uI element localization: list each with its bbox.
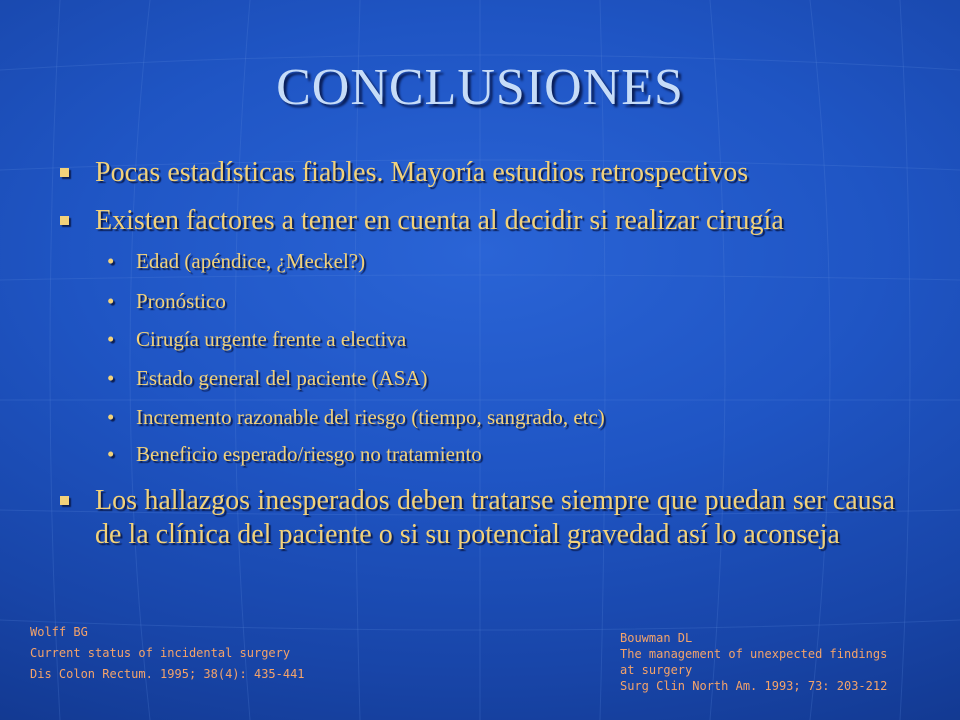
round-bullet-icon: • xyxy=(107,289,115,313)
square-bullet-icon xyxy=(60,496,69,505)
bullet-text: Los hallazgos inesperados deben tratarse siempre que puedan ser causa de la clínica del paciente o si su potencial gravedad así lo aconseja xyxy=(95,485,895,550)
reference-author: Bouwman DL xyxy=(620,631,693,645)
bullet-text: Pocas estadísticas fiables. Mayoría estudios retrospectivos xyxy=(95,157,749,188)
reference-right xyxy=(620,630,887,694)
reference-title-continued: at surgery xyxy=(620,663,693,677)
round-bullet-icon: • xyxy=(107,366,115,390)
bullet-text: Existen factores a tener en cuenta al decidir si realizar cirugía xyxy=(95,205,784,236)
round-bullet-icon: • xyxy=(107,327,115,351)
square-bullet-icon xyxy=(60,168,69,177)
sub-bullet-text: Edad (apéndice, ¿Meckel?) xyxy=(136,249,366,273)
reference-citation: Dis Colon Rectum. 1995; 38(4): 435-441 xyxy=(30,667,305,681)
reference-title: The management of unexpected findings xyxy=(620,647,888,661)
sub-bullet-text: Cirugía urgente frente a electiva xyxy=(136,327,407,351)
reference-left xyxy=(30,622,305,685)
reference-title: Current status of incidental surgery xyxy=(30,646,291,660)
sub-bullet-text: Incremento razonable del riesgo (tiempo, sangrado, etc) xyxy=(136,405,605,429)
round-bullet-icon: • xyxy=(107,442,115,466)
round-bullet-icon: • xyxy=(107,405,115,429)
square-bullet-icon xyxy=(60,216,69,225)
slide-title: CONCLUSIONES xyxy=(276,59,684,116)
reference-citation: Surg Clin North Am. 1993; 73: 203-212 xyxy=(620,679,888,693)
sub-bullet-text: Beneficio esperado/riesgo no tratamiento xyxy=(136,442,482,466)
reference-author: Wolff BG xyxy=(30,625,88,639)
round-bullet-icon: • xyxy=(107,249,115,273)
sub-bullet-text: Pronóstico xyxy=(136,289,226,313)
sub-bullet-text: Estado general del paciente (ASA) xyxy=(136,366,428,390)
